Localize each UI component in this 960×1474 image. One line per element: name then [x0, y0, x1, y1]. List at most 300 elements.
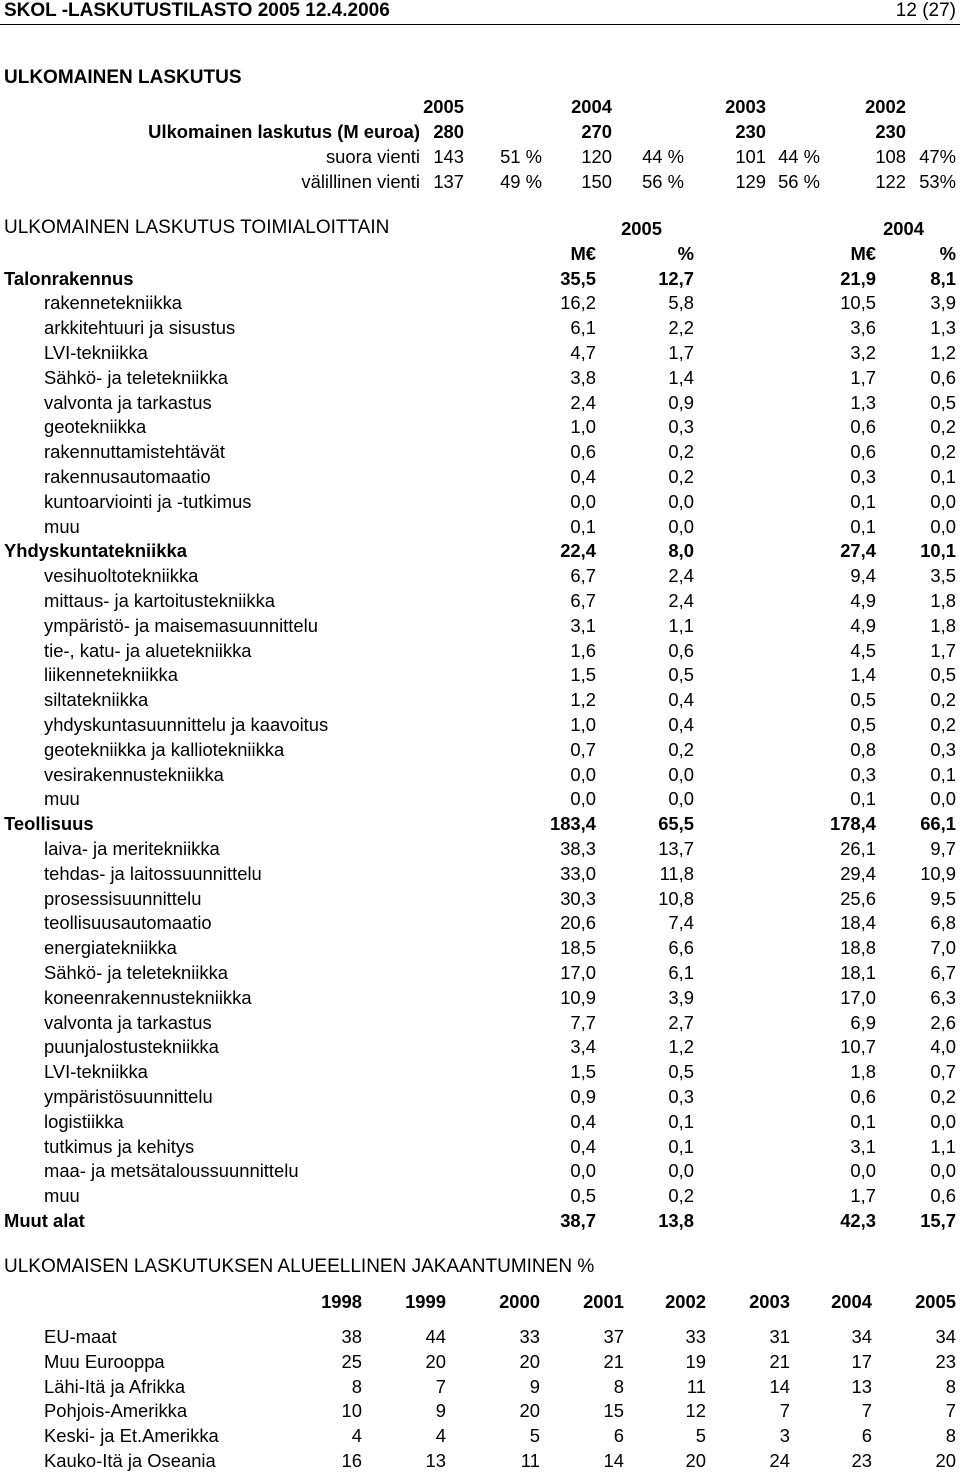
value-cell: 7,4 [668, 912, 694, 934]
year-header: 2002 [865, 96, 906, 117]
table-row [0, 1350, 960, 1375]
row-label: valvonta ja tarkastus [44, 391, 212, 413]
value-cell: 10,7 [840, 1036, 876, 1058]
value-cell: 2,2 [668, 317, 694, 339]
value-cell: 0,5 [668, 1061, 694, 1083]
row-label: geotekniikka [44, 416, 147, 438]
value-cell: 3,2 [850, 341, 876, 363]
year-header-row [0, 217, 960, 242]
value-cell: 0,2 [930, 1085, 956, 1107]
table-row [0, 1399, 960, 1424]
row-label: muu [44, 1185, 80, 1207]
value-cell: 10,9 [920, 862, 956, 884]
value-cell: 1,2 [930, 341, 956, 363]
row-label: ympäristö- ja maisemasuunnittelu [44, 614, 318, 636]
page-number: 12 (27) [895, 0, 956, 21]
value-cell: 0,0 [930, 1110, 956, 1132]
value-cell: 0,0 [668, 490, 694, 512]
subcategory-row [0, 639, 960, 664]
value-cell: 0,9 [570, 1085, 596, 1107]
row-label: Talonrakennus [4, 267, 134, 289]
value-cell: 9 [529, 1375, 540, 1397]
value-cell: 0,1 [668, 1110, 694, 1132]
value-cell: 25,6 [840, 887, 876, 909]
value-cell: 1,8 [930, 589, 956, 611]
value-cell: 14 [769, 1375, 790, 1397]
row-label: yhdyskuntasuunnittelu ja kaavoitus [44, 713, 329, 735]
value-cell: 35,5 [560, 267, 596, 289]
row-label: Sähkö- ja teletekniikka [44, 961, 229, 983]
value-cell: 129 [735, 170, 766, 192]
table-row [0, 170, 960, 195]
year-header: 2001 [583, 1291, 624, 1312]
value-cell: 7 [945, 1400, 956, 1422]
row-label: laiva- ja meritekniikka [44, 837, 220, 859]
subcategory-row [0, 415, 960, 440]
value-cell: 8 [351, 1375, 362, 1397]
value-cell: 0,1 [850, 788, 876, 810]
value-cell: 0,2 [668, 465, 694, 487]
value-cell: 0,6 [930, 1185, 956, 1207]
value-cell: 5,8 [668, 292, 694, 314]
value-cell: 0,0 [930, 515, 956, 537]
value-cell: 0,6 [850, 416, 876, 438]
value-cell: 1,3 [850, 391, 876, 413]
value-cell: 34 [851, 1326, 872, 1347]
row-label: muu [44, 788, 80, 810]
year-header: 2003 [749, 1291, 790, 1312]
value-cell: 6,3 [930, 986, 956, 1008]
unit-header: % [677, 243, 694, 264]
value-cell: 15,7 [920, 1209, 956, 1231]
subcategory-row [0, 490, 960, 515]
unit-header: % [939, 243, 956, 264]
value-cell: 0,3 [668, 416, 694, 438]
value-cell: 44 [425, 1326, 446, 1347]
value-cell: 0,6 [850, 441, 876, 463]
percent-cell: 47% [919, 145, 956, 167]
value-cell: 7,7 [570, 1011, 596, 1033]
section-title-toimialoittain: ULKOMAINEN LASKUTUS TOIMIALOITTAIN [4, 217, 390, 238]
value-cell: 1,7 [850, 366, 876, 388]
row-label: Yhdyskuntatekniikka [4, 540, 187, 562]
category-row [0, 812, 960, 837]
table-row [0, 145, 960, 170]
value-cell: 21 [603, 1350, 624, 1372]
row-label: EU-maat [44, 1326, 117, 1347]
document-title: SKOL -LASKUTUSTILASTO 2005 12.4.2006 [4, 0, 390, 21]
row-label: rakennusautomaatio [44, 465, 211, 487]
value-cell: 11 [686, 1375, 706, 1397]
value-cell: 13,7 [658, 837, 694, 859]
value-cell: 37 [603, 1326, 624, 1347]
value-cell: 14 [603, 1450, 624, 1471]
value-cell: 0,4 [570, 1110, 596, 1132]
subcategory-row [0, 1085, 960, 1110]
value-cell: 122 [875, 170, 906, 192]
unit-header: M€ [850, 243, 876, 264]
value-cell: 3,5 [930, 565, 956, 587]
value-cell: 18,8 [840, 937, 876, 959]
subcategory-row [0, 589, 960, 614]
value-cell: 143 [433, 145, 464, 167]
percent-cell: 56 % [642, 170, 684, 192]
value-cell: 1,7 [850, 1185, 876, 1207]
value-cell: 0,6 [668, 639, 694, 661]
row-label: ympäristösuunnittelu [44, 1085, 213, 1107]
value-cell: 9 [435, 1400, 446, 1422]
value-cell: 1,0 [570, 713, 596, 735]
subcategory-row [0, 515, 960, 540]
percent-cell: 53% [919, 170, 956, 192]
value-cell: 0,0 [668, 515, 694, 537]
category-row [0, 267, 960, 292]
table-row [0, 1325, 960, 1350]
value-cell: 0,5 [850, 713, 876, 735]
value-cell: 1,8 [930, 614, 956, 636]
value-cell: 27,4 [840, 540, 876, 562]
subcategory-row [0, 887, 960, 912]
value-cell: 26,1 [840, 837, 876, 859]
value-cell: 5 [695, 1425, 706, 1447]
subcategory-row [0, 1184, 960, 1209]
value-cell: 20 [685, 1450, 706, 1471]
value-cell: 0,4 [570, 1135, 596, 1157]
value-cell: 5 [529, 1425, 540, 1447]
value-cell: 0,3 [930, 738, 956, 760]
value-cell: 3,9 [668, 986, 694, 1008]
value-cell: 6 [861, 1425, 872, 1447]
row-label: kuntoarviointi ja -tutkimus [44, 490, 252, 512]
value-cell: 0,6 [850, 1085, 876, 1107]
year-header: 2004 [831, 1291, 872, 1312]
value-cell: 29,4 [840, 862, 876, 884]
subcategory-row [0, 440, 960, 465]
value-cell: 0,1 [850, 515, 876, 537]
value-cell: 3,8 [570, 366, 596, 388]
value-cell: 280 [433, 121, 464, 142]
value-cell: 38 [341, 1326, 362, 1347]
value-cell: 12,7 [658, 267, 694, 289]
value-cell: 0,3 [850, 763, 876, 785]
percent-cell: 44 % [642, 145, 684, 167]
value-cell: 19 [685, 1350, 706, 1372]
table-row [0, 1375, 960, 1400]
value-cell: 16,2 [560, 292, 596, 314]
value-cell: 1,2 [668, 1036, 694, 1058]
value-cell: 25 [341, 1350, 362, 1372]
value-cell: 0,4 [570, 465, 596, 487]
year-header: 1998 [321, 1291, 362, 1312]
value-cell: 6 [613, 1425, 624, 1447]
value-cell: 1,2 [570, 689, 596, 711]
value-cell: 0,4 [668, 713, 694, 735]
value-cell: 16 [341, 1450, 362, 1471]
value-cell: 137 [433, 170, 464, 192]
header-divider [0, 24, 960, 25]
value-cell: 38,7 [560, 1209, 596, 1231]
subcategory-row [0, 763, 960, 788]
percent-cell: 44 % [778, 145, 820, 167]
table-row [0, 120, 960, 145]
row-label: muu [44, 515, 80, 537]
year-header: 1999 [405, 1291, 446, 1312]
value-cell: 34 [935, 1326, 956, 1347]
subcategory-row [0, 663, 960, 688]
value-cell: 0,5 [930, 664, 956, 686]
value-cell: 18,5 [560, 937, 596, 959]
value-cell: 6,8 [930, 912, 956, 934]
value-cell: 0,5 [850, 689, 876, 711]
year-header: 2004 [571, 96, 612, 117]
value-cell: 1,7 [930, 639, 956, 661]
row-label: vesirakennustekniikka [44, 763, 224, 785]
value-cell: 2,4 [668, 589, 694, 611]
year-header-row [0, 1290, 960, 1315]
value-cell: 6,7 [570, 589, 596, 611]
value-cell: 18,4 [840, 912, 876, 934]
value-cell: 33 [519, 1326, 540, 1347]
value-cell: 6,1 [570, 317, 596, 339]
subcategory-row [0, 291, 960, 316]
row-label: tehdas- ja laitossuunnittelu [44, 862, 262, 884]
value-cell: 7,0 [930, 937, 956, 959]
row-label: koneenrakennustekniikka [44, 986, 252, 1008]
value-cell: 0,2 [930, 689, 956, 711]
value-cell: 4,7 [570, 341, 596, 363]
value-cell: 0,0 [930, 788, 956, 810]
value-cell: 3,1 [570, 614, 596, 636]
category-row [0, 539, 960, 564]
value-cell: 1,3 [930, 317, 956, 339]
value-cell: 0,8 [850, 738, 876, 760]
year-header: 2005 [423, 96, 464, 117]
row-label: puunjalostustekniikka [44, 1036, 219, 1058]
value-cell: 2,4 [570, 391, 596, 413]
value-cell: 31 [769, 1326, 790, 1347]
value-cell: 183,4 [549, 813, 596, 835]
row-label: Sähkö- ja teletekniikka [44, 366, 229, 388]
value-cell: 1,6 [570, 639, 596, 661]
row-label: Teollisuus [4, 813, 94, 835]
value-cell: 17 [851, 1350, 872, 1372]
row-label: rakennetekniikka [44, 292, 183, 314]
percent-cell: 49 % [500, 170, 542, 192]
subcategory-row [0, 862, 960, 887]
value-cell: 8,1 [930, 267, 956, 289]
value-cell: 0,0 [930, 490, 956, 512]
value-cell: 1,4 [668, 366, 694, 388]
value-cell: 0,7 [930, 1061, 956, 1083]
value-cell: 120 [581, 145, 612, 167]
year-header: 2000 [499, 1291, 540, 1312]
value-cell: 66,1 [920, 813, 956, 835]
row-label: arkkitehtuuri ja sisustus [44, 317, 236, 339]
value-cell: 10,5 [840, 292, 876, 314]
value-cell: 0,5 [570, 1185, 596, 1207]
value-cell: 9,4 [850, 565, 876, 587]
value-cell: 7 [779, 1400, 790, 1422]
subcategory-row [0, 1159, 960, 1184]
value-cell: 8 [945, 1375, 956, 1397]
subcategory-row [0, 391, 960, 416]
row-label: tutkimus ja kehitys [44, 1135, 195, 1157]
value-cell: 108 [875, 145, 906, 167]
row-label: Muut alat [4, 1209, 85, 1231]
value-cell: 3 [779, 1425, 790, 1447]
value-cell: 0,5 [668, 664, 694, 686]
subcategory-row [0, 614, 960, 639]
value-cell: 11 [520, 1450, 540, 1471]
value-cell: 17,0 [840, 986, 876, 1008]
value-cell: 20 [935, 1450, 956, 1471]
subcategory-row [0, 787, 960, 812]
subcategory-row [0, 713, 960, 738]
row-label: logistiikka [44, 1110, 124, 1132]
value-cell: 3,1 [850, 1135, 876, 1157]
value-cell: 3,9 [930, 292, 956, 314]
value-cell: 2,7 [668, 1011, 694, 1033]
value-cell: 65,5 [658, 813, 694, 835]
value-cell: 23 [935, 1350, 956, 1372]
value-cell: 15 [603, 1400, 624, 1422]
value-cell: 22,4 [560, 540, 596, 562]
subcategory-row [0, 1035, 960, 1060]
value-cell: 0,0 [850, 1160, 876, 1182]
row-label: LVI-tekniikka [44, 1061, 148, 1083]
value-cell: 1,1 [668, 614, 694, 636]
year-header: 2005 [621, 218, 662, 239]
subcategory-row [0, 1135, 960, 1160]
value-cell: 4 [435, 1425, 446, 1447]
value-cell: 0,0 [930, 1160, 956, 1182]
value-cell: 0,2 [668, 738, 694, 760]
row-label: prosessisuunnittelu [44, 887, 202, 909]
value-cell: 1,7 [668, 341, 694, 363]
year-header: 2002 [665, 1291, 706, 1312]
row-label: maa- ja metsätaloussuunnittelu [44, 1160, 299, 1182]
value-cell: 6,7 [570, 565, 596, 587]
value-cell: 0,1 [850, 1110, 876, 1132]
value-cell: 20 [519, 1400, 540, 1422]
subcategory-row [0, 738, 960, 763]
value-cell: 4 [351, 1425, 362, 1447]
row-label: välillinen vienti [301, 170, 420, 192]
row-label: valvonta ja tarkastus [44, 1011, 212, 1033]
value-cell: 18,1 [840, 961, 876, 983]
unit-header-row [0, 242, 960, 267]
subcategory-row [0, 837, 960, 862]
value-cell: 0,3 [668, 1085, 694, 1107]
value-cell: 0,7 [570, 738, 596, 760]
document-date: 12.4.2006 [305, 0, 390, 21]
value-cell: 10,1 [920, 540, 956, 562]
subcategory-row [0, 366, 960, 391]
value-cell: 0,2 [668, 441, 694, 463]
value-cell: 0,1 [570, 515, 596, 537]
value-cell: 0,5 [930, 391, 956, 413]
value-cell: 0,2 [930, 713, 956, 735]
value-cell: 7 [435, 1375, 446, 1397]
row-label: Pohjois-Amerikka [44, 1400, 188, 1422]
value-cell: 10,9 [560, 986, 596, 1008]
subcategory-row [0, 316, 960, 341]
value-cell: 0,3 [850, 465, 876, 487]
value-cell: 0,2 [930, 416, 956, 438]
row-label: geotekniikka ja kalliotekniikka [44, 738, 285, 760]
value-cell: 6,9 [850, 1011, 876, 1033]
row-label: energiatekniikka [44, 937, 177, 959]
value-cell: 13 [851, 1375, 872, 1397]
value-cell: 4,0 [930, 1036, 956, 1058]
subcategory-row [0, 1011, 960, 1036]
value-cell: 6,6 [668, 937, 694, 959]
row-label: rakennuttamistehtävät [44, 441, 225, 463]
section-title-ulkomainen-laskutus: ULKOMAINEN LASKUTUS [4, 67, 242, 88]
row-label: tie-, katu- ja aluetekniikka [44, 639, 252, 661]
value-cell: 23 [851, 1450, 872, 1471]
value-cell: 9,5 [930, 887, 956, 909]
value-cell: 0,9 [668, 391, 694, 413]
value-cell: 1,5 [570, 664, 596, 686]
row-label: siltatekniikka [44, 689, 149, 711]
value-cell: 150 [581, 170, 612, 192]
value-cell: 1,4 [850, 664, 876, 686]
row-label: liikennetekniikka [44, 664, 178, 686]
value-cell: 0,0 [668, 788, 694, 810]
value-cell: 13,8 [658, 1209, 694, 1231]
value-cell: 10 [341, 1400, 362, 1422]
value-cell: 38,3 [560, 837, 596, 859]
row-label: Kauko-Itä ja Oseania [44, 1450, 216, 1471]
percent-cell: 56 % [778, 170, 820, 192]
row-label: Muu Eurooppa [44, 1350, 165, 1372]
section-title-alueellinen-jakaantuminen: ULKOMAISEN LASKUTUKSEN ALUEELLINEN JAKAANTUMINEN % [4, 1256, 595, 1277]
value-cell: 1,8 [850, 1061, 876, 1083]
value-cell: 0,2 [668, 1185, 694, 1207]
value-cell: 12 [685, 1400, 706, 1422]
subcategory-row [0, 911, 960, 936]
value-cell: 0,0 [570, 763, 596, 785]
value-cell: 0,2 [930, 441, 956, 463]
value-cell: 101 [735, 145, 766, 167]
subcategory-row [0, 1060, 960, 1085]
value-cell: 20 [425, 1350, 446, 1372]
row-label: Ulkomainen laskutus (M euroa) [148, 121, 420, 142]
value-cell: 24 [769, 1450, 790, 1471]
row-label: Keski- ja Et.Amerikka [44, 1425, 219, 1447]
value-cell: 7 [861, 1400, 872, 1422]
value-cell: 13 [425, 1450, 446, 1471]
value-cell: 2,4 [668, 565, 694, 587]
value-cell: 17,0 [560, 961, 596, 983]
page-header [4, 0, 956, 24]
value-cell: 21,9 [840, 267, 876, 289]
value-cell: 0,1 [668, 1135, 694, 1157]
subcategory-row [0, 564, 960, 589]
value-cell: 3,6 [850, 317, 876, 339]
value-cell: 1,5 [570, 1061, 596, 1083]
value-cell: 11,8 [659, 862, 694, 884]
value-cell: 0,0 [570, 490, 596, 512]
value-cell: 230 [875, 121, 906, 142]
value-cell: 270 [581, 121, 612, 142]
row-label: Lähi-Itä ja Afrikka [44, 1375, 186, 1397]
value-cell: 0,0 [668, 763, 694, 785]
value-cell: 0,0 [570, 1160, 596, 1182]
unit-header: M€ [570, 243, 596, 264]
row-label: mittaus- ja kartoitustekniikka [44, 589, 275, 611]
